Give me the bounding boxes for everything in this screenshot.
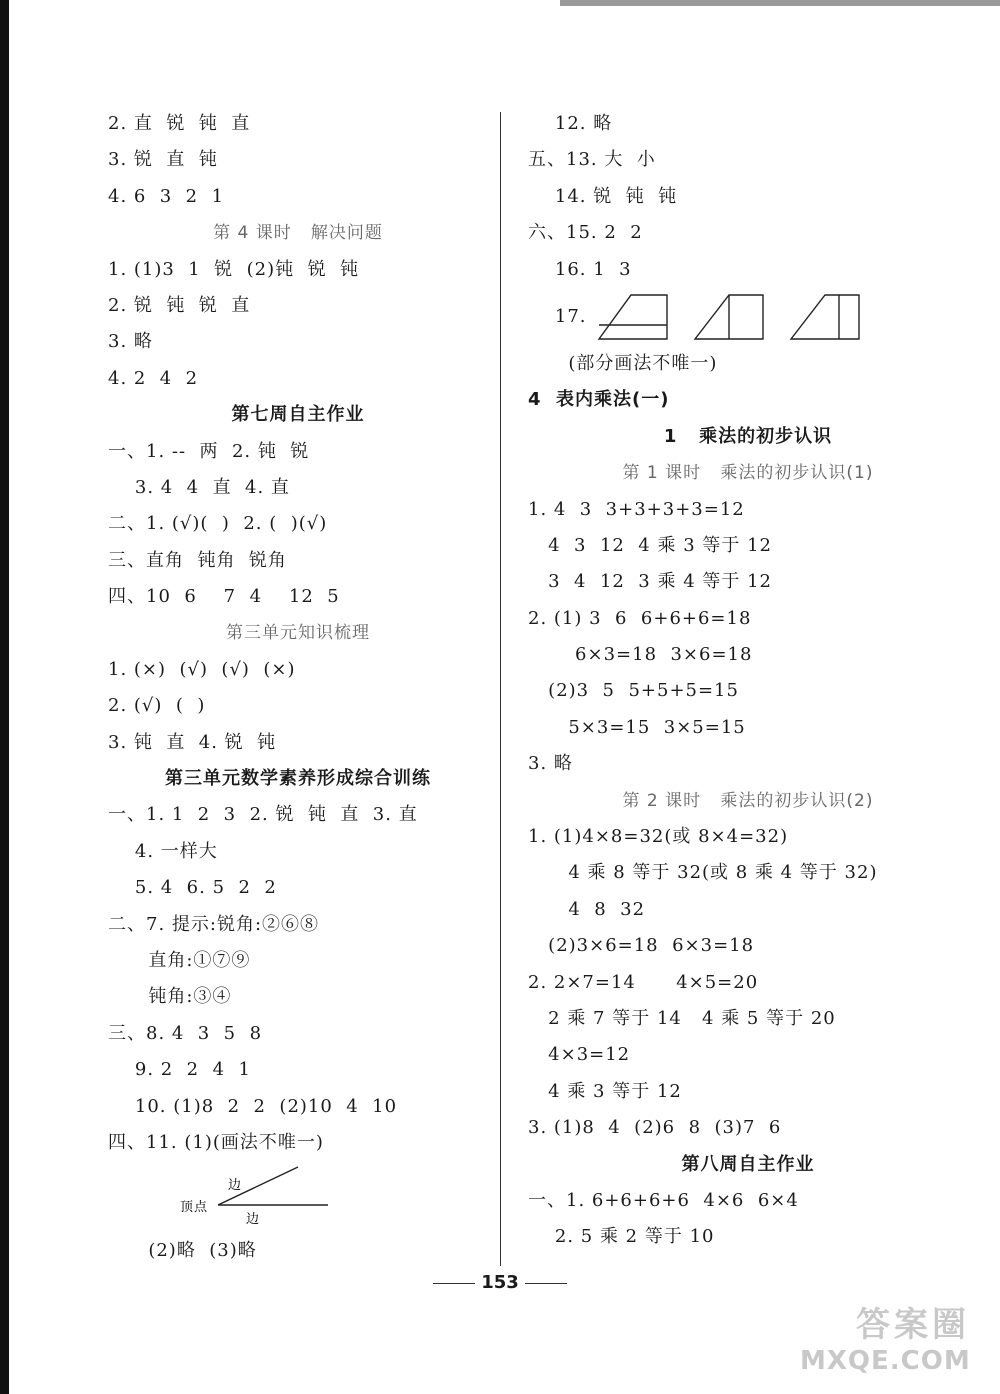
- answer-line: 二、1. (√)( ) 2. ( )(√): [108, 513, 328, 535]
- left-page-edge: [0, 0, 9, 1394]
- answer-line: 5×3=15 3×5=15: [528, 716, 746, 738]
- answer-line: 4. 6 3 2 1: [108, 185, 225, 207]
- top-page-edge: [560, 0, 1000, 6]
- trapezoid-figure-3: [789, 293, 861, 341]
- answer-line: 3. 略: [528, 753, 573, 775]
- answer-line: (2)略 (3)略: [108, 1240, 257, 1262]
- section-heading: 1 乘法的初步认识: [663, 425, 833, 447]
- trapezoid-figure-1: [597, 293, 669, 341]
- trapezoid-outline: [599, 295, 667, 339]
- section-heading: 4 表内乘法(一): [528, 389, 670, 411]
- answer-line: 4 乘 8 等于 32(或 8 乘 4 等于 32): [528, 862, 878, 884]
- trapezoid-figures: [597, 293, 861, 341]
- answer-line: (2)3 5 5+5+5=15: [528, 680, 739, 702]
- answer-line: 1. (×) (√) (√) (×): [108, 658, 296, 680]
- answer-line: 9. 2 2 4 1: [108, 1059, 251, 1081]
- answer-line: 4 乘 3 等于 12: [528, 1080, 682, 1102]
- answer-label: 17.: [528, 305, 587, 327]
- answer-line: 4 8 32: [528, 898, 646, 920]
- answer-line: 2. 锐 钝 锐 直: [108, 294, 251, 316]
- section-heading: 第八周自主作业: [681, 1153, 815, 1175]
- page-number-text: 153: [481, 1272, 519, 1293]
- section-heading: 第七周自主作业: [231, 404, 365, 426]
- answer-line: 3. 4 4 直 4. 直: [108, 476, 290, 498]
- answer-line: 六、15. 2 2: [528, 222, 643, 244]
- answer-line: 五、13. 大 小: [528, 149, 656, 171]
- answer-line: 4×3=12: [528, 1044, 631, 1066]
- answer-line: 4. 2 4 2: [108, 367, 199, 389]
- answer-line: 10. (1)8 2 2 (2)10 4 10: [108, 1095, 398, 1117]
- answer-line: 一、1. 6+6+6+6 4×6 6×4: [528, 1189, 799, 1211]
- angle-drawing: [108, 1161, 488, 1233]
- answer-line: 四、10 6 7 4 12 5: [108, 586, 340, 608]
- answer-line: 1. (1)4×8=32(或 8×4=32): [528, 826, 789, 848]
- edge-label-top: 边: [228, 1178, 243, 1194]
- section-heading: 第三单元知识梳理: [226, 623, 370, 644]
- right-column: [528, 106, 968, 1256]
- edge-label-bottom: 边: [246, 1212, 261, 1228]
- answer-line: (2)3×6=18 6×3=18: [528, 935, 755, 957]
- answer-line: 二、7. 提示:锐角:②⑥⑧: [108, 913, 320, 935]
- left-column: [108, 106, 488, 1270]
- watermark-title: 答案圈: [856, 1305, 970, 1345]
- answer-line: 6×3=18 3×6=18: [528, 644, 753, 666]
- answer-line: 2. (√) ( ): [108, 695, 206, 717]
- answer-line: 一、1. -- 两 2. 钝 锐: [108, 440, 310, 462]
- vertex-label: 顶点: [180, 1200, 209, 1216]
- page-number: [0, 1272, 1000, 1293]
- page-number-rule-right: [525, 1283, 567, 1284]
- trapezoid-outline: [791, 295, 859, 339]
- answer-line: 直角:①⑦⑨: [108, 949, 251, 971]
- answer-line: 3 4 12 3 乘 4 等于 12: [528, 571, 772, 593]
- answer-line: 1. 4 3 3+3+3+3=12: [528, 498, 745, 520]
- answer-line: 5. 4 6. 5 2 2: [108, 877, 277, 899]
- trapezoid-figure-2: [693, 293, 765, 341]
- answer-line: 四、11. (1)(画法不唯一): [108, 1131, 324, 1153]
- section-heading: 第 2 课时 乘法的初步认识(2): [622, 790, 874, 811]
- answer-line: 1. (1)3 1 锐 (2)钝 锐 钝: [108, 258, 360, 280]
- answer-figure-row: [528, 288, 968, 346]
- watermark: [800, 1297, 970, 1376]
- answer-line: 4 3 12 4 乘 3 等于 12: [528, 534, 772, 556]
- section-heading: 第 4 课时 解决问题: [213, 223, 383, 244]
- answer-line: 2. 2×7=14 4×5=20: [528, 971, 759, 993]
- answer-line: 钝角:③④: [108, 986, 232, 1008]
- answer-line: 14. 锐 钝 钝: [528, 185, 678, 207]
- answer-line: 2. (1) 3 6 6+6+6=18: [528, 607, 752, 629]
- answer-line: 3. 钝 直 4. 锐 钝: [108, 731, 277, 753]
- page-number-rule-left: [433, 1283, 475, 1284]
- answer-line: 3. 锐 直 钝: [108, 149, 218, 171]
- answer-line: 一、1. 1 2 3 2. 锐 钝 直 3. 直: [108, 804, 418, 826]
- answer-line: 2. 直 锐 钝 直: [108, 113, 251, 134]
- answer-line: 3. (1)8 4 (2)6 8 (3)7 6: [528, 1117, 782, 1139]
- watermark-url: MXQE.COM: [800, 1346, 971, 1376]
- column-divider: [500, 112, 501, 1266]
- section-heading: 第 1 课时 乘法的初步认识(1): [622, 463, 874, 484]
- answer-line: 2 乘 7 等于 14 4 乘 5 等于 20: [528, 1007, 836, 1029]
- answer-line: 12. 略: [528, 113, 613, 134]
- angle-sketch: [178, 1161, 418, 1233]
- section-heading: 第三单元数学素养形成综合训练: [165, 768, 431, 790]
- answer-line: 2. 5 乘 2 等于 10: [528, 1226, 715, 1248]
- answer-line: 16. 1 3: [528, 258, 632, 280]
- answer-line: 三、8. 4 3 5 8: [108, 1022, 263, 1044]
- answer-line: 3. 略: [108, 331, 153, 353]
- answer-line: 三、直角 钝角 锐角: [108, 549, 287, 571]
- answer-line: 4. 一样大: [108, 840, 218, 862]
- answer-line: (部分画法不唯一): [528, 352, 718, 374]
